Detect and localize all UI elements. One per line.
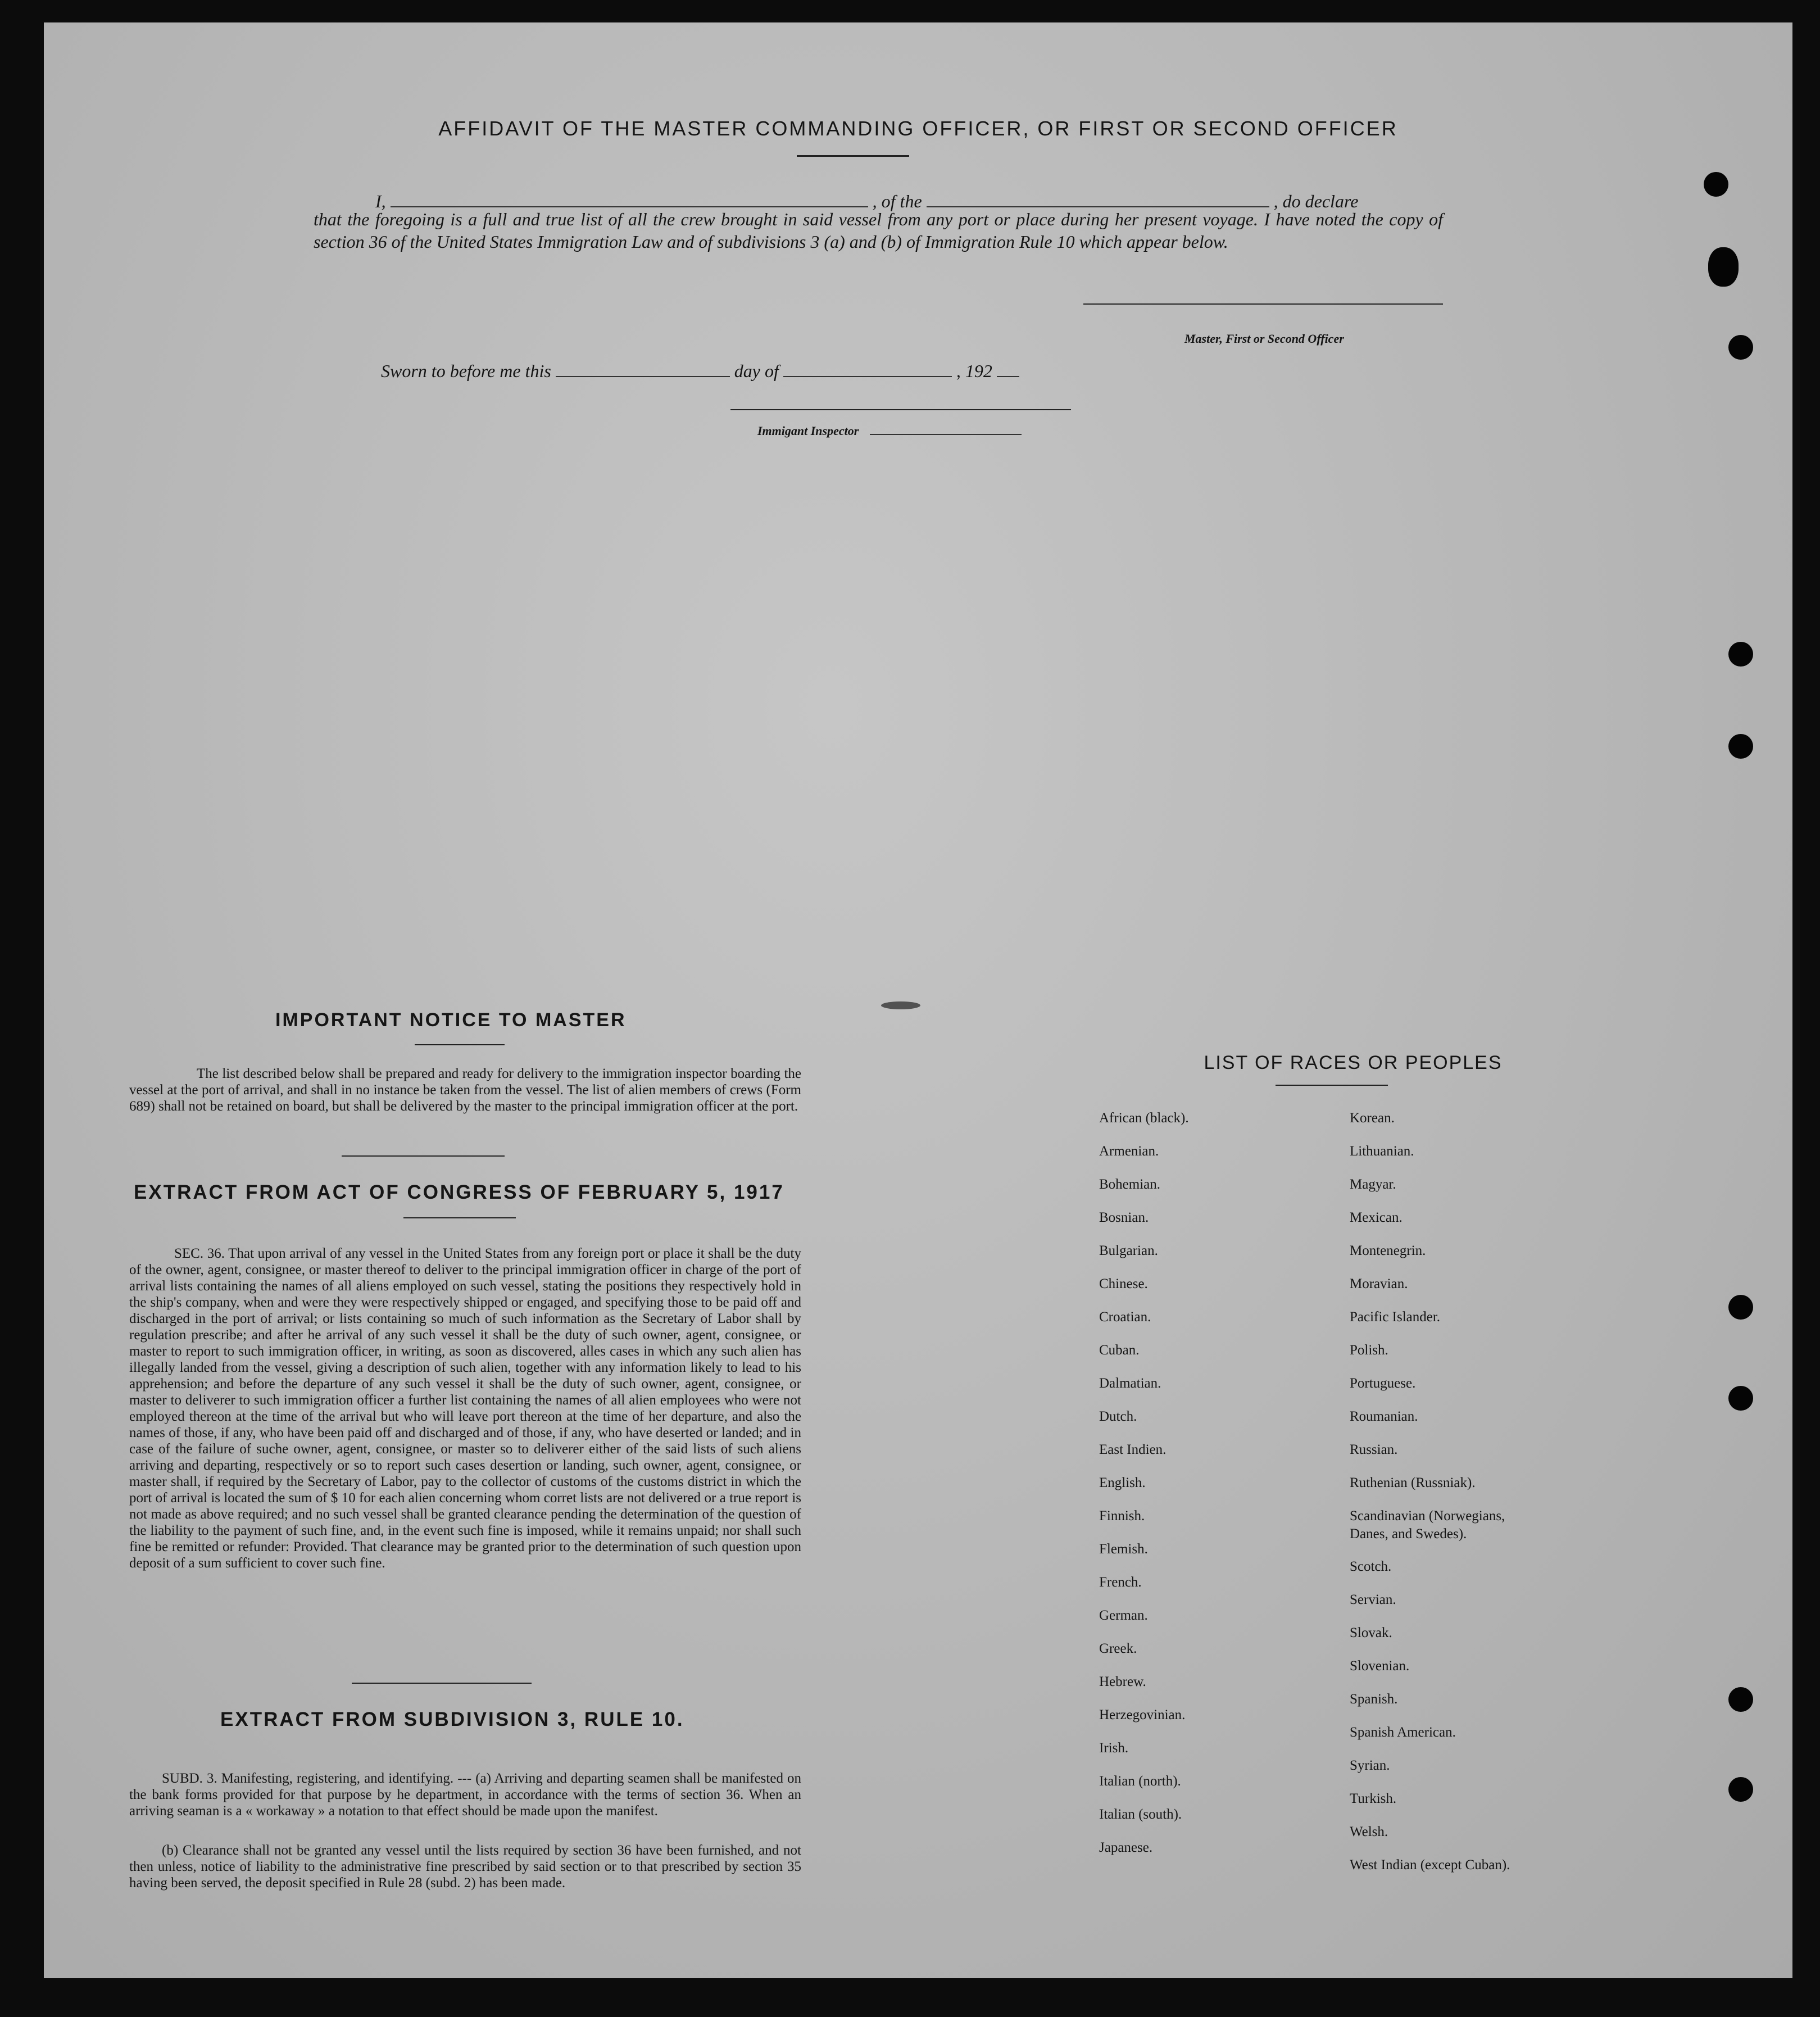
affidavit-body: that the foregoing is a full and true list of all the crew brought in said vessel from any port or place during her present voyage. I have noted the copy of section 36 of the United States Immigration Law and of subdivisions 3 (a) and (b) of Immigration Rule 10 which appear below. [314, 209, 1443, 252]
day-field[interactable] [556, 376, 730, 377]
races-title: LIST OF RACES OR PEOPLES [1204, 1052, 1503, 1073]
punch-hole [1728, 1777, 1753, 1802]
race-item: Italian (south). [1099, 1807, 1182, 1822]
race-item: Dutch. [1099, 1409, 1137, 1424]
race-item: Magyar. [1350, 1177, 1396, 1192]
sworn-label: Sworn to before me this [381, 361, 551, 381]
punch-hole [1728, 734, 1753, 759]
of-the-label: , of the [872, 191, 922, 211]
act-extract-text: SEC. 36. That upon arrival of any vessel in the United States from any foreign port or place it shall be the duty of the owner, agent, consignee, or master thereof to deliver to the principal immigration officer in charge of the port of arrival lists containing the names of all aliens employed on such vessel, stating the positions they respectively hold in the ship's company, when and were they were respectively shipped or engaged, and specifying those to be paid off and discharged in the port of arrival; or lists containing so much of such information as the Secretary of Labor shall by regulation prescribe; and after he arrival of any such vessel it shall be the duty of such owner, agent, consignee, or master to report to such immigration officer, in writing, as soon as discovered, alles cases in which any such alien has illegally landed from the vessel, giving a description of such alien, together with any information likely to lead to his apprehension; and before the departure of any such vessel it shall be the duty of such owner, agent, consignee, or master to deliverer to such immigration officer a further list containing the names of all alien employees who were not employed thereon at the time of the arrival but who will leave port thereon at the time of her departure, and also the names of those, if any, who have been paid off and discharged and of those, if any, who have deserted or landed; and in case of the failure of suche owner, agent, consignee, or master so to deliverer either of the said lists of such aliens arriving and departing, respectively or so to report such cases desertion or landing, such owner, agent, consignee, or master shall, if required by the Secretary of Labor, pay to the collector of customs of the customs district in which the port of arrival is located the sum of $ 10 for each alien concerning whom corret lists are not delivered or a true report is not made as above required; and no such vessel shall be granted clearance pending the determination of the question of the liability to the payment of such fine, and, in the event such fine is imposed, while it remains unpaid; nor shall such fine be remitted or refunder: Provided. That clearance may be granted prior to the determination of such question upon deposit of a sum sufficient to cover such fine. [129, 1246, 801, 1571]
race-item: Russian. [1350, 1442, 1398, 1457]
race-item: Bosnian. [1099, 1210, 1149, 1225]
race-item: French. [1099, 1575, 1142, 1590]
race-item: Bulgarian. [1099, 1243, 1158, 1258]
race-item: Spanish American. [1350, 1725, 1456, 1740]
race-item: Ruthenian (Russniak). [1350, 1475, 1476, 1490]
race-item: Cuban. [1099, 1343, 1140, 1358]
declare-label: , do declare [1273, 191, 1359, 211]
race-item: Dalmatian. [1099, 1376, 1161, 1391]
race-item: East Indien. [1099, 1442, 1167, 1457]
race-item: Welsh. [1350, 1824, 1388, 1839]
signature-label: Master, First or Second Officer [1184, 332, 1344, 346]
year-field[interactable] [997, 376, 1019, 377]
race-item: Korean. [1350, 1111, 1395, 1126]
sworn-line [381, 361, 1168, 382]
notice-text: The list described below shall be prepared and ready for delivery to the immigration inspector boarding the vessel at the port of arrival, and shall in no instance be taken from the vessel. The list of alien members of crews (Form 689) shall not be retained on board, but shall be delivered by the master to the principal immigration officer at the port. [129, 1066, 801, 1114]
rule-extract-text-a: SUBD. 3. Manifesting, registering, and identifying. --- (a) Arriving and departing seamen shall be manifested on the bank forms provided for that purpose by he department, in accordance with the terms of section 36. When an arriving seaman is a « workaway » a notation to that effect should be made upon the manifest. [129, 1771, 801, 1819]
inspector-signature-line[interactable] [730, 409, 1071, 410]
notice-title: IMPORTANT NOTICE TO MASTER [275, 1009, 627, 1031]
race-item: Lithuanian. [1350, 1144, 1414, 1159]
act-extract-title: EXTRACT FROM ACT OF CONGRESS OF FEBRUARY 5, 1917 [134, 1181, 784, 1203]
inspector-label: Immigant Inspector [757, 424, 1022, 438]
race-item: Herzegovinian. [1099, 1707, 1186, 1723]
vessel-field[interactable] [927, 206, 1269, 207]
race-item: Syrian. [1350, 1758, 1390, 1773]
race-item: West Indian (except Cuban). [1350, 1857, 1510, 1873]
race-item: Polish. [1350, 1343, 1388, 1358]
race-item: Armenian. [1099, 1144, 1159, 1159]
race-item: Greek. [1099, 1641, 1137, 1656]
title-divider [797, 155, 909, 157]
punch-hole [1708, 247, 1739, 287]
race-item: Scotch. [1350, 1559, 1392, 1574]
rule-divider [352, 1683, 532, 1684]
punch-hole [1704, 172, 1728, 197]
race-item: Portuguese. [1350, 1376, 1416, 1391]
punch-hole [1728, 335, 1753, 360]
races-right-column [1350, 1109, 1642, 1889]
document-page [44, 22, 1792, 1978]
punch-hole [1728, 642, 1753, 667]
race-item: Mexican. [1350, 1210, 1403, 1225]
race-item: Croatian. [1099, 1309, 1151, 1325]
race-item: German. [1099, 1608, 1148, 1623]
race-item: Flemish. [1099, 1542, 1148, 1557]
races-divider [1276, 1085, 1388, 1086]
race-item: Slovak. [1350, 1625, 1392, 1640]
race-item: Italian (north). [1099, 1774, 1181, 1789]
i-label: I, [375, 191, 386, 211]
race-item: Chinese. [1099, 1276, 1148, 1291]
race-item: Scandinavian (Norwegians, Danes, and Swedes). [1350, 1508, 1505, 1542]
races-left-column [1099, 1109, 1335, 1872]
name-field[interactable] [391, 206, 868, 207]
affidavit-title: AFFIDAVIT OF THE MASTER COMMANDING OFFICER, OR FIRST OR SECOND OFFICER [438, 117, 1398, 140]
rule-extract-title: EXTRACT FROM SUBDIVISION 3, RULE 10. [220, 1708, 684, 1730]
punch-hole [1728, 1295, 1753, 1320]
ink-smudge [881, 1001, 920, 1009]
day-of-label: day of [734, 361, 779, 381]
race-item: Japanese. [1099, 1840, 1153, 1855]
race-item: Turkish. [1350, 1791, 1397, 1806]
signature-line[interactable] [1083, 303, 1443, 305]
rule-extract-text-b: (b) Clearance shall not be granted any vessel until the lists required by section 36 have been furnished, and not then unless, notice of liability to the administrative fine prescribed by said section or to that prescribed by section 35 having been served, the deposit specified in Rule 28 (subd. 2) has been made. [129, 1843, 801, 1891]
race-item: Irish. [1099, 1740, 1129, 1756]
race-item: Pacific Islander. [1350, 1309, 1441, 1325]
race-item: African (black). [1099, 1111, 1189, 1126]
race-item: Roumanian. [1350, 1409, 1418, 1424]
punch-hole [1728, 1386, 1753, 1411]
punch-hole [1728, 1687, 1753, 1712]
act-divider [403, 1217, 516, 1218]
race-item: English. [1099, 1475, 1146, 1490]
inspector-field[interactable] [870, 434, 1022, 435]
race-item: Moravian. [1350, 1276, 1408, 1291]
race-item: Montenegrin. [1350, 1243, 1426, 1258]
year-label: , 192 [956, 361, 992, 381]
race-item: Hebrew. [1099, 1674, 1146, 1689]
race-item: Spanish. [1350, 1692, 1398, 1707]
race-item: Servian. [1350, 1592, 1396, 1607]
race-item: Bohemian. [1099, 1177, 1161, 1192]
notice-divider [415, 1044, 505, 1045]
section-divider [342, 1155, 505, 1157]
race-item: Slovenian. [1350, 1658, 1410, 1674]
month-field[interactable] [783, 376, 952, 377]
race-item: Finnish. [1099, 1508, 1145, 1524]
